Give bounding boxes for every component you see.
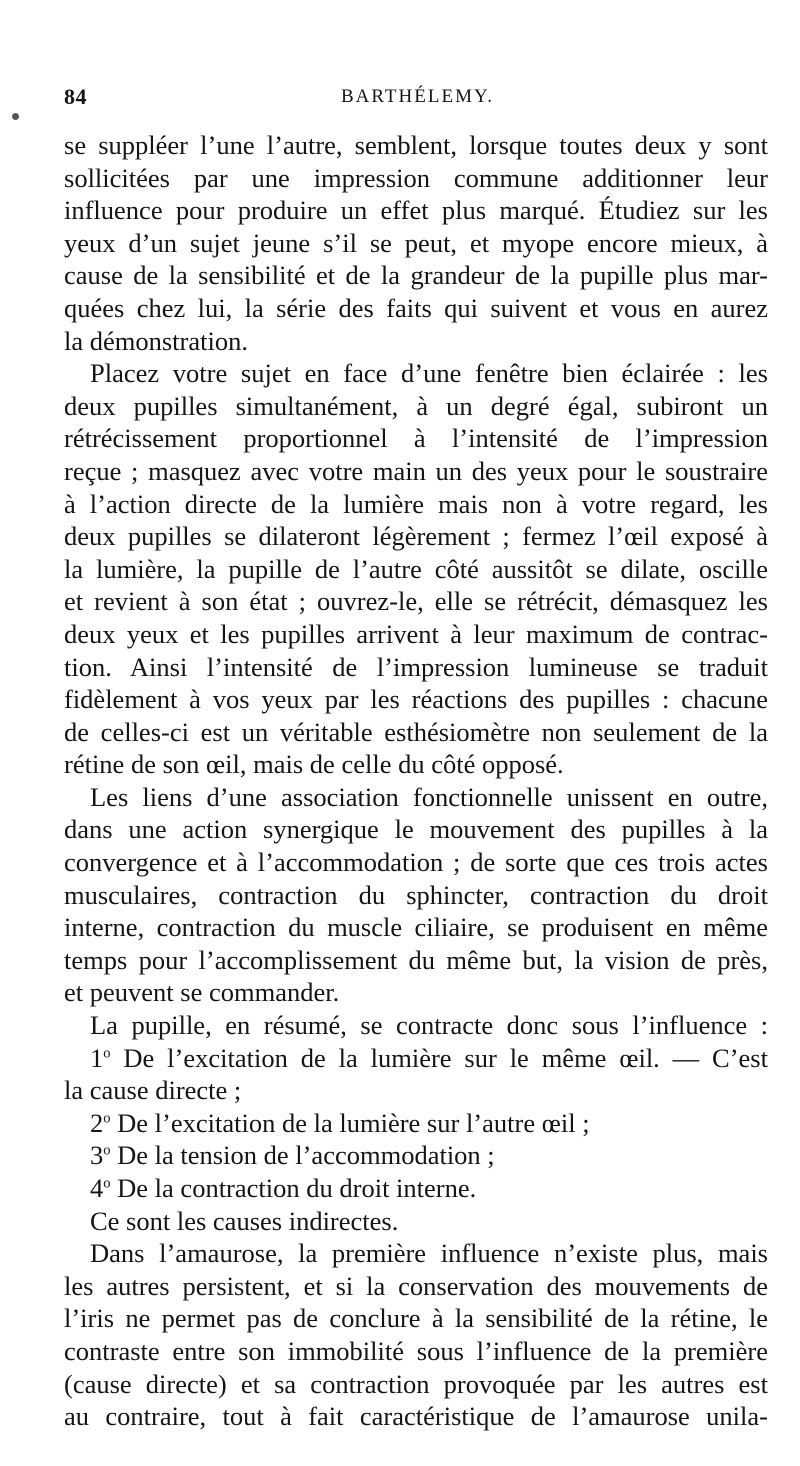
text-line: temps pour l’accomplissement du même but, la vision de près, [64,944,768,975]
enumeration-item [64,1042,768,1075]
body-text [64,129,768,1433]
text-line: la démonstration. [64,325,248,356]
enumeration-number: 3 [90,1140,104,1171]
text-line: deux pupilles simultanément, à un degré égal, subiront un [64,390,768,421]
text-line: au contraire, tout à fait caractéristique de l’amaurose unila- [64,1401,768,1432]
text-line: contraste entre son immobilité sous l’influence de la première [64,1335,768,1366]
enumeration-item [64,1107,768,1140]
text-line: yeux d’un sujet jeune s’il se peut, et myope encore mieux, à [64,227,768,258]
text-line: la cause directe ; [64,1075,242,1106]
text-line: Dans l’amaurose, la première influence n’existe plus, mais [90,1238,768,1269]
enumeration-number: 2 [90,1107,104,1138]
ink-spot-mark [12,113,19,120]
text-line: cause de la sensibilité et de la grandeur de la pupille plus mar- [64,260,768,291]
text-line: et revient à son état ; ouvrez-le, elle se rétrécit, démasquez les [64,586,768,617]
text-line: tion. Ainsi l’intensité de l’impression lumineuse se traduit [64,651,768,682]
ordinal-suffix: o [103,1175,111,1192]
enumeration-text: De l’excitation de la lumière sur le même œil. — C’est [123,1042,768,1073]
enumeration-text: De l’excitation de la lumière sur l’autre œil ; [117,1107,590,1138]
text-line: deux pupilles se dilateront légèrement ; fermez l’œil exposé à [64,521,768,552]
text-line: de celles-ci est un véritable esthésiomètre non seulement de la [64,716,768,747]
text-line: et peuvent se commander. [64,977,340,1008]
text-line: Placez votre sujet en face d’une fenêtre bien éclairée : les [90,358,768,389]
text-line: se suppléer l’une l’autre, semblent, lorsque toutes deux y sont [64,130,768,160]
text-line: les autres persistent, et si la conservation des mouvements de [64,1270,768,1301]
text-line: La pupille, en résumé, se contracte donc sous l’influence : [90,1010,768,1041]
text-line: fidèlement à vos yeux par les réactions des pupilles : chacune [64,684,768,715]
text-line: à l’action directe de la lumière mais non à votre regard, les [64,488,768,519]
text-line: (cause directe) et sa contraction provoquée par les autres est [64,1368,768,1399]
text-line: interne, contraction du muscle ciliaire, se produisent en même [64,912,768,943]
ordinal-suffix: o [103,1045,111,1062]
running-title: BARTHÉLEMY. [341,86,494,107]
text-line: la lumière, la pupille de l’autre côté aussitôt se dilate, oscille [64,553,768,584]
enumeration-item [64,1139,768,1172]
running-head [64,84,768,116]
text-line: Les liens d’une association fonctionnelle unissent en outre, [90,781,768,812]
enumeration-text: De la contraction du droit interne. [117,1173,477,1203]
text-line: dans une action synergique le mouvement des pupilles à la [64,814,768,845]
text-line: l’iris ne permet pas de conclure à la sensibilité de la rétine, le [64,1303,768,1334]
enumeration-item [64,1172,768,1205]
ordinal-suffix: o [103,1142,111,1159]
text-line: rétrécissement proportionnel à l’intensité de l’impression [64,423,768,454]
text-line: reçue ; masquez avec votre main un des yeux pour le soustraire [64,455,768,486]
text-line: influence pour produire un effet plus marqué. Étudiez sur les [64,195,768,226]
enumeration-number: 1 [90,1042,104,1073]
enumeration-number: 4 [90,1173,104,1203]
text-line: rétine de son œil, mais de celle du côté opposé. [64,749,564,780]
enumeration-text: De la tension de l’accommodation ; [117,1140,495,1171]
text-line: musculaires, contraction du sphincter, contraction du droit [64,879,768,910]
text-line: quées chez lui, la série des faits qui suivent et vous en aurez [64,292,768,323]
ordinal-suffix: o [103,1110,111,1127]
text-line: Ce sont les causes indirectes. [90,1205,399,1236]
page-number: 84 [64,84,87,109]
text-line: sollicitées par une impression commune additionner leur [64,162,768,193]
text-line: convergence et à l’accommodation ; de sorte que ces trois actes [64,847,768,878]
text-line: deux yeux et les pupilles arrivent à leur maximum de contrac- [64,618,768,649]
